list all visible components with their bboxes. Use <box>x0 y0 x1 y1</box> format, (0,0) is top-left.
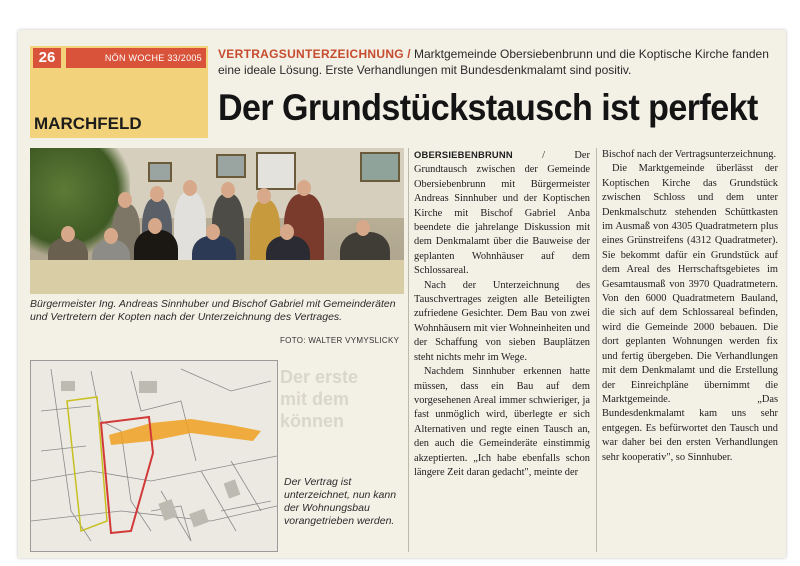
article-column-1 <box>414 148 590 480</box>
map-caption: Der Vertrag ist unterzeichnet, nun kann der Wohnungsbau vorangetrieben werden. <box>284 476 397 527</box>
article-column-2 <box>602 148 778 465</box>
photo-caption: Bürgermeister Ing. Andreas Sinnhuber und Bischof Gabriel mit Gemeinderäten und Vertretern der Kopten nach der Unterzeichnung des Vertrages. <box>30 298 396 323</box>
issue-label: NÖN WOCHE 33/2005 <box>66 48 206 68</box>
photo-credit: FOTO: WALTER VYMYSLICKY <box>280 336 400 345</box>
article-paragraph: Nach der Unterzeichnung des Tauschvertrages zeigten alle Beteiligten zufriedene Gesichter. Dem Bau von zwei Wohnhäusern mit vier Wohneinheiten und der Schaffung von sieben Bauplätzen steht nichts mehr im Wege. <box>414 279 590 363</box>
group-photo <box>30 148 404 294</box>
article-dateline: OBERSIEBENBRUNN <box>414 149 513 160</box>
article-headline: Der Grundstückstausch ist perfekt <box>218 87 758 128</box>
article-teaser: Marktgemeinde Obersiebenbrunn und die Koptische Kirche fanden eine ideale Lösung. Erste Verhandlungen mit Bundesdenkmalamt sind positiv. <box>218 47 769 77</box>
region-label: MARCHFELD <box>34 114 142 133</box>
ghost-bleedthrough: Der erste mit dem können <box>280 367 359 431</box>
article-paragraph: Nachdem Sinnhuber erkennen hatte müssen, dass ein Bau auf dem vorgesehenen Areal immer schwieriger, ja fast unmöglich wird, überlegte er sich Alternativen und regte einen Tausch an, den auch die Gemeinderäte einstimmig akzeptierten. „Ich habe ebenfalls schon längere Zeit daran gedacht", meinte der <box>414 366 590 478</box>
article-paragraph: Die Marktgemeinde überlässt der Koptischen Kirche das Grundstück zwischen Schloss und dem unter Denkmalschutz stehenden Schüttkasten im Ausmaß von 4305 Quadratmetern plus eines Grünstreifens (4312 Quadratmeter). Sie bekommt dafür ein Grundstück auf dem Areal des Herrschaftsgebietes im Gesamtausmaß von 3970 Quadratmetern. Von den 6000 Quadratmetern Bauland, die sich auf dem Schlossareal befinden, wird die Gemeinde 2000 bebauen. Die dort geplanten Wohnungen werden fix und fertig übergeben. Die Verhandlungen mit dem Denkmalamt und die Erstellung der Einreichpläne übernimmt die Marktgemeinde. „Das Bundesdenkmalamt kam uns sehr entgegen. Es befürwortet den Tausch und war daher bei den ersten Verhandlungen sehr kooperativ", so Sinnhuber. <box>602 163 778 463</box>
section-header-box <box>30 46 208 138</box>
kicker-separator: / <box>407 47 411 61</box>
page-number: 26 <box>33 48 61 68</box>
newspaper-page <box>18 30 786 558</box>
article-kicker: VERTRAGSUNTERZEICHNUNG <box>218 47 404 61</box>
article-paragraph: Bischof nach der Vertragsunterzeichnung. <box>602 149 777 160</box>
site-plan-map <box>30 360 278 552</box>
article-paragraph: OBERSIEBENBRUNN / Der Grundtausch zwischen der Gemeinde Obersiebenbrunn mit Bürgermeister Andreas Sinnhuber und der Koptischen Kirche mit Bischof Gabriel Anba beendete die jahrelange Diskussion mit dem Denkmalamt über die Bauweise der geplanten Wohnhäuser auf dem Schlossareal. <box>414 149 590 277</box>
article-rubric <box>218 46 778 78</box>
